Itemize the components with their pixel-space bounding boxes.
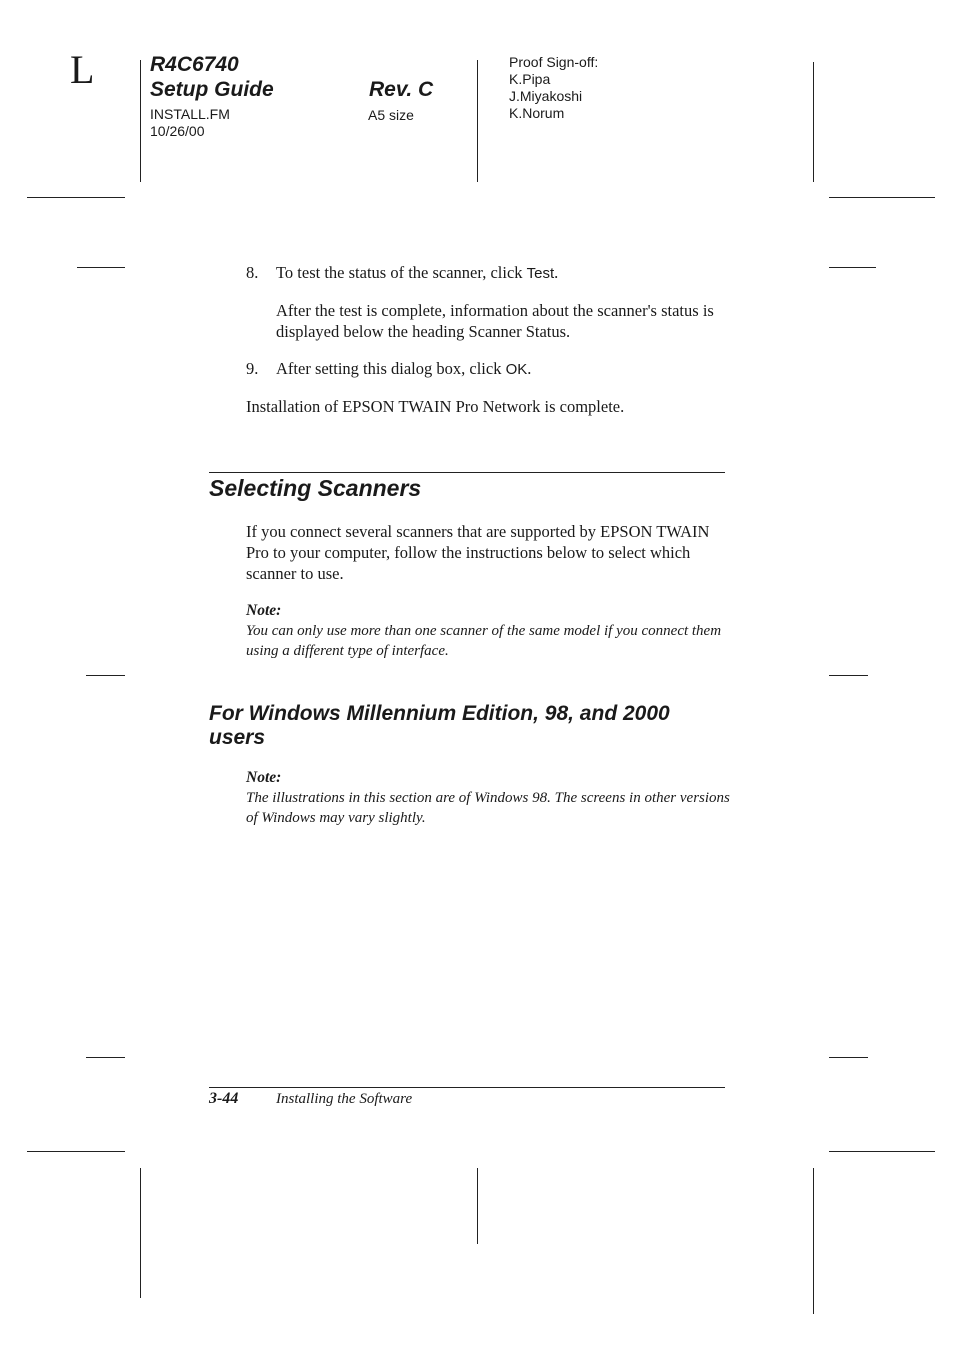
crop-mark xyxy=(813,1168,814,1314)
corner-letter: L xyxy=(70,47,95,92)
proof-title: Proof Sign-off: xyxy=(509,54,599,70)
section-body: If you connect several scanners that are supported by EPSON TWAIN Pro to your computer, follow the instructions below to select which scanner to use. xyxy=(246,522,710,583)
header-revision: Rev. C xyxy=(369,78,434,101)
crop-mark xyxy=(27,197,125,198)
step-followup: After the test is complete, information about the scanner's status is displayed below the heading Scanner Status. xyxy=(276,301,714,341)
signoff-name: K.Pipa xyxy=(509,71,551,87)
step-text: After setting this dialog box, click OK. xyxy=(276,359,532,378)
step-number: 8. xyxy=(246,263,259,282)
note-text: The illustrations in this section are of Windows 98. The screens in other versions of Windows may vary slightly. xyxy=(246,790,730,826)
header-guide: Setup Guide xyxy=(150,78,274,101)
footer-rule xyxy=(209,1087,725,1088)
signoff-name: K.Norum xyxy=(509,105,565,121)
footer-chapter: Installing the Software xyxy=(276,1091,413,1107)
note-label: Note: xyxy=(246,769,282,786)
crop-mark xyxy=(477,1168,478,1244)
note-text: You can only use more than one scanner of the same model if you connect them using a different type of interface. xyxy=(246,623,722,659)
subsection-heading: For Windows Millennium Edition, 98, and 2000 users xyxy=(209,702,670,749)
step-number: 9. xyxy=(246,359,259,378)
crop-mark xyxy=(140,1168,141,1298)
note-label: Note: xyxy=(246,602,282,619)
header-date: 10/26/00 xyxy=(150,123,205,139)
crop-mark xyxy=(829,267,876,268)
crop-mark xyxy=(813,62,814,182)
crop-mark xyxy=(829,675,868,676)
crop-mark xyxy=(829,1151,935,1152)
header-model: R4C6740 xyxy=(150,53,239,76)
install-complete-text: Installation of EPSON TWAIN Pro Network is complete. xyxy=(246,397,625,416)
step-text: To test the status of the scanner, click Test. xyxy=(276,263,559,282)
header-size: A5 size xyxy=(368,107,414,123)
section-rule xyxy=(209,472,725,473)
crop-mark xyxy=(829,1057,868,1058)
signoff-name: J.Miyakoshi xyxy=(509,88,583,104)
crop-mark xyxy=(27,1151,125,1152)
crop-mark xyxy=(86,1057,125,1058)
test-button-label: Test xyxy=(526,265,555,282)
crop-mark xyxy=(77,267,125,268)
crop-mark xyxy=(829,197,935,198)
ok-button-label: OK xyxy=(505,361,528,378)
page-number: 3-44 xyxy=(209,1090,239,1107)
header-file: INSTALL.FM xyxy=(150,106,230,122)
crop-mark xyxy=(86,675,125,676)
crop-mark xyxy=(140,60,141,182)
section-heading: Selecting Scanners xyxy=(209,475,422,501)
crop-mark xyxy=(477,60,478,182)
